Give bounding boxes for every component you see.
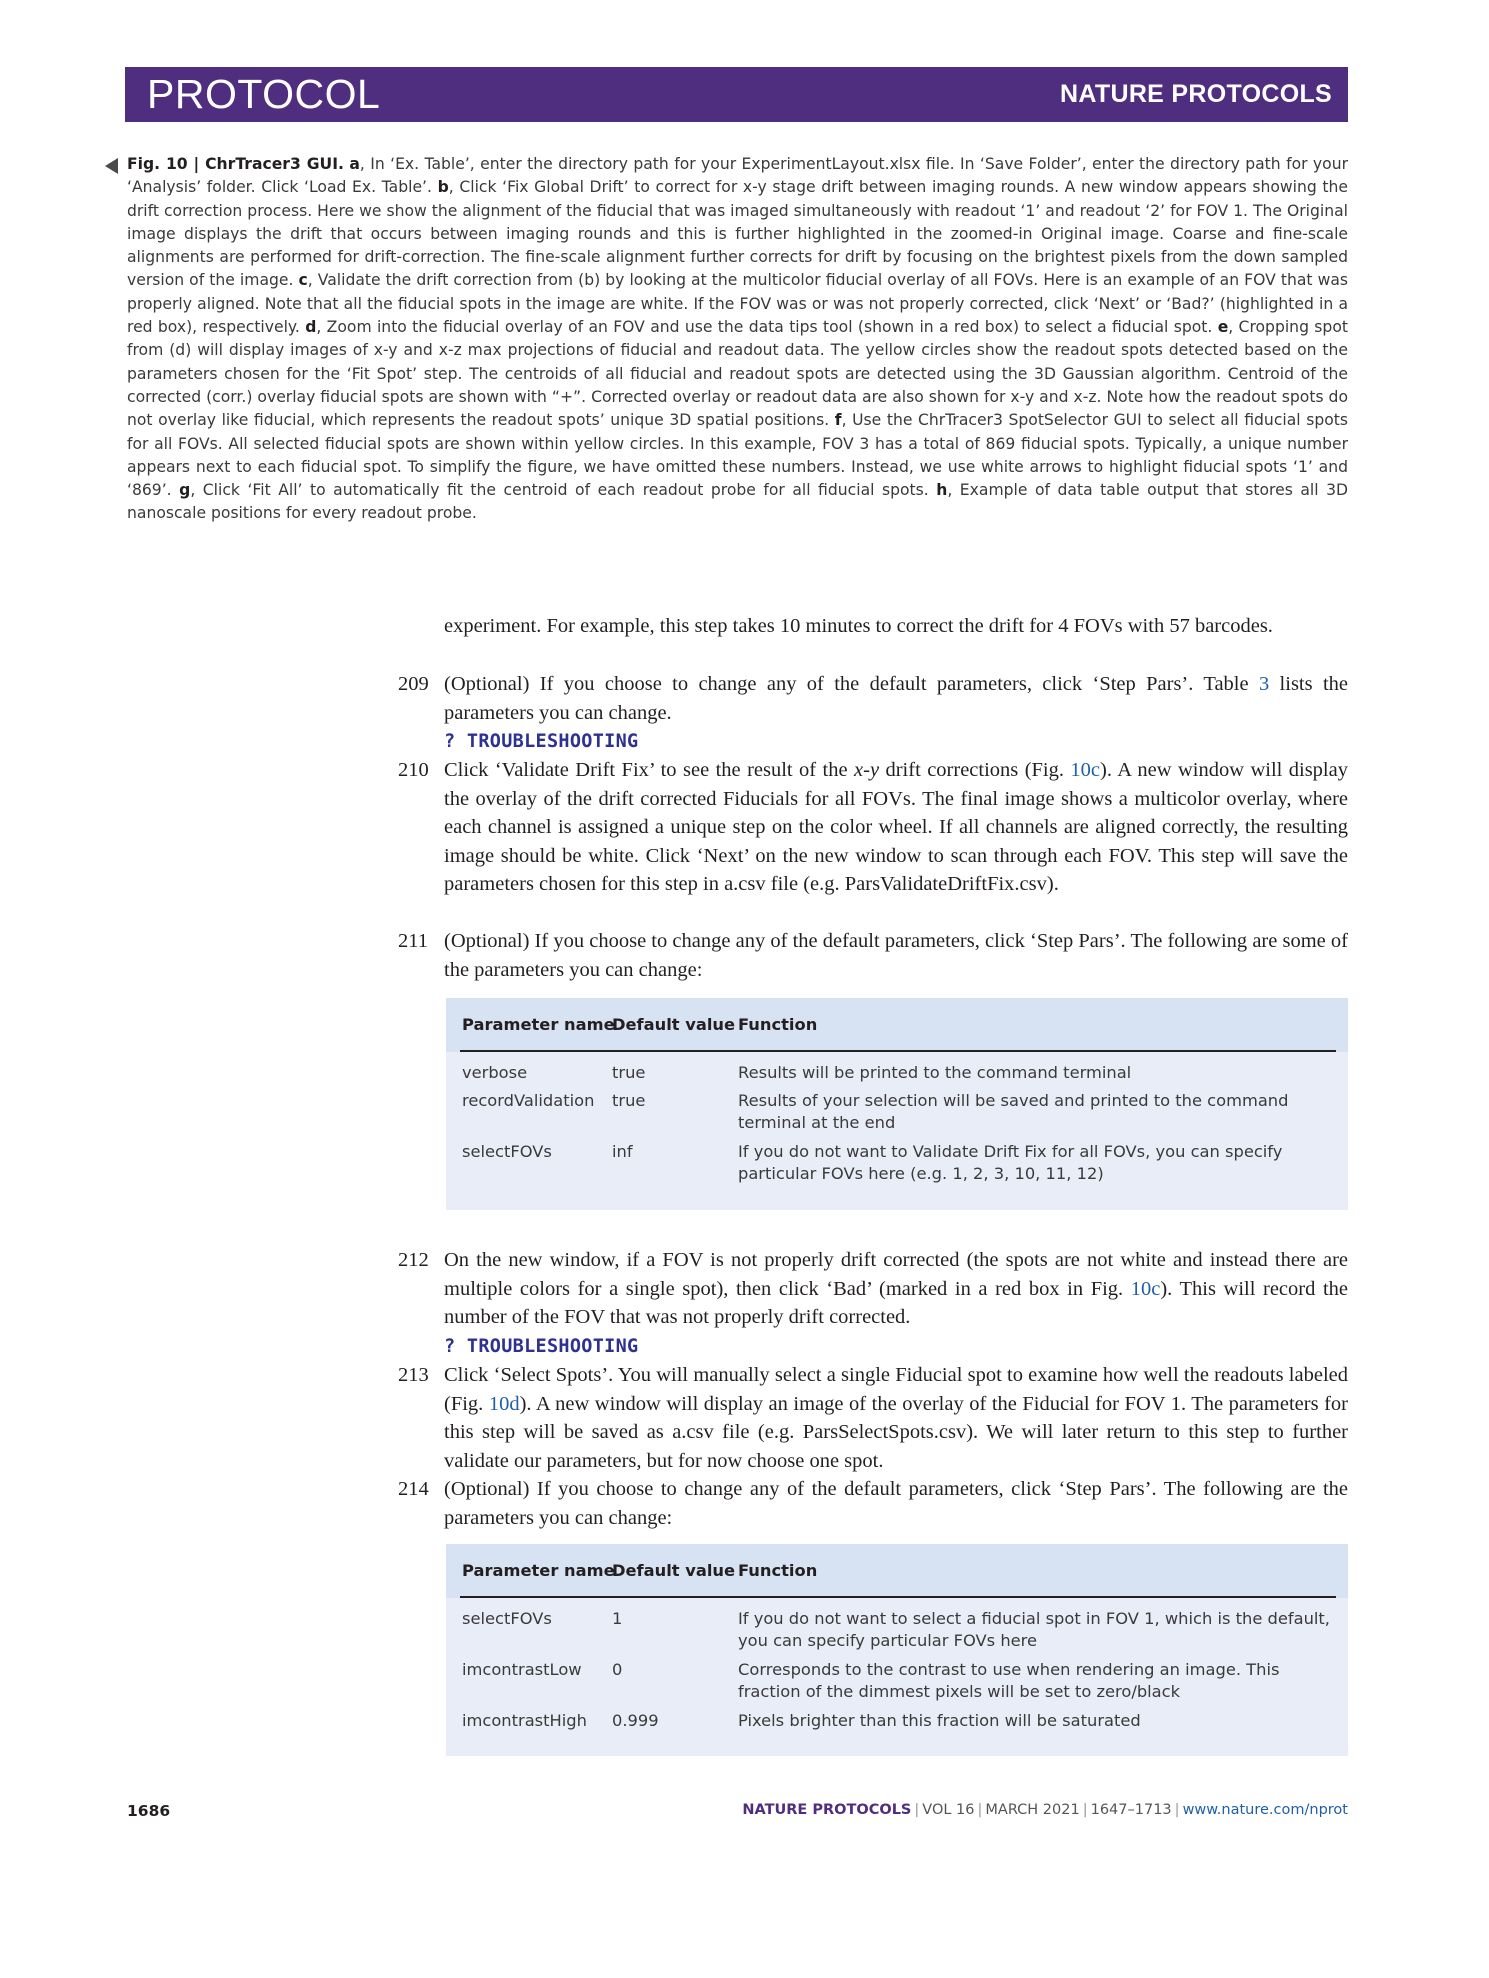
caption-panel-letter: b <box>437 178 449 197</box>
troubleshooting-link[interactable]: ? TROUBLESHOOTING <box>444 731 639 753</box>
table-rule <box>460 1596 1336 1598</box>
caption-panel-letter: a <box>349 155 360 173</box>
caption-panel-letter: f <box>834 411 842 430</box>
table-3-link[interactable]: 3 <box>1258 673 1270 695</box>
step-212: 212 On the new window, if a FOV is not properly drift corrected (the spots are not white and instead there are multiple colors for a single spot), then click ‘Bad’ (marked in a red box in Fig. 10c). This will record the number of the FOV that was not properly drift corrected. ? TROUBLESHOOTING <box>398 1249 1348 1357</box>
fig-10c-link[interactable]: 10c <box>1070 759 1101 781</box>
step-211: 211 (Optional) If you choose to change any of the default parameters, click ‘Step Pars’. The following are some of the parameters you can change: <box>398 930 1348 981</box>
step-213: 213 Click ‘Select Spots’. You will manually select a single Fiducial spot to examine how well the readouts labeled (Fig. 10d). A new window will display an image of the overlay of the Fiducial for FOV 1. The parameters for this step will be saved as a.csv file (e.g. ParsSelectSpots.csv). We will later return to this step to further validate our parameters, but for now choose one spot. <box>398 1364 1348 1472</box>
figure-caption <box>127 153 1348 526</box>
parameter-table-214: Parameter name Default value Function selectFOVs 1 If you do not want to select a fiducial spot in FOV 1, which is the default, you can specify particular FOVs here imcontrastLow 0 Corresponds to the contrast to use when rendering an image. This fraction of the dimmest pixels will be set to zero/black imcontrastHigh 0.999 Pixels brighter than this fraction will be saturated <box>446 1544 1348 1756</box>
caption-label: Fig. 10 | ChrTracer3 GUI. <box>127 155 344 173</box>
journal-name: NATURE PROTOCOLS <box>1060 80 1332 108</box>
footer-citation: NATURE PROTOCOLS | VOL 16 | MARCH 2021 | 1647–1713 | www.nature.com/nprot <box>742 1802 1348 1818</box>
fig-10c-link-2[interactable]: 10c <box>1130 1277 1161 1300</box>
parameter-table-211: Parameter name Default value Function verbose true Results will be printed to the command terminal recordValidation true Results of your selection will be saved and printed to the command terminal at the end selectFOVs inf If you do not want to Validate Drift Fix for all FOVs, you can specify particular FOVs here (e.g. 1, 2, 3, 10, 11, 12) <box>446 998 1348 1210</box>
table-rule <box>460 1050 1336 1052</box>
header-bar <box>125 67 1348 122</box>
fig-10d-link[interactable]: 10d <box>488 1392 520 1415</box>
journal-url-link[interactable]: www.nature.com/nprot <box>1182 1802 1348 1818</box>
table-header: Parameter name Default value Function <box>446 1544 1348 1598</box>
caption-body: a, In ‘Ex. Table’, enter the directory path for your ExperimentLayout.xlsx file. In ‘Save Folder’, enter the directory path for your ‘Analysis’ folder. Click ‘Load Ex. Table’. b, Click ‘Fix Global Drift’ to correct for x-y stage drift between imaging rounds. A new window appears showing the drift correction process. Here we show the alignment of the fiducial that was imaged simultaneously with readout ‘1’ and readout ‘2’ for FOV 1. The Original image displays the drift that occurs between imaging rounds and this is further highlighted in the zoomed-in Original image. Coarse and fine-scale alignments are performed for drift-correction. The fine-scale alignment further corrects for drift by focusing on the brightest pixels from the down sampled version of the image. c, Validate the drift correction from (b) by looking at the multicolor fiducial overlay of all FOVs. Here is an example of an FOV that was properly aligned. Note that all the fiducial spots in the image are white. If the FOV was or was not properly corrected, click ‘Next’ or ‘Bad?’ (highlighted in a red box), respectively. d, Zoom into the fiducial overlay of an FOV and use the data tips tool (shown in a red box) to select a fiducial spot. e, Cropping spot from (d) will display images of x-y and x-z max projections of fiducial and readout data. The yellow circles show the readout spots detected based on the parameters chosen for the ‘Fit Spot’ step. The centroids of all fiducial and readout spots are detected using the 3D Gaussian algorithm. Centroid of the corrected (corr.) overlay fiducial spots are shown with “+”. Corrected overlay or readout data are also shown for x-y and x-z. Note how the readout spots do not overlay like fiducial, which represents the readout spots’ unique 3D spatial positions. f, Use the ChrTracer3 SpotSelector GUI to select all fiducial spots for all FOVs. All selected fiducial spots are shown within yellow circles. In this example, FOV 3 has a total of 869 fiducial spots. Typically, a unique number appears next to each fiducial spot. To simplify the figure, we have omitted these numbers. Instead, we use white arrows to highlight fiducial spots ‘1’ and ‘869’. g, Click ‘Fit All’ to automatically fit the centroid of each readout probe for all fiducial spots. h, Example of data table output that stores all 3D nanoscale positions for every readout probe. <box>127 155 1349 523</box>
caption-panel-letter: c <box>298 271 308 290</box>
step-209: 209 (Optional) If you choose to change any of the default parameters, click ‘Step Pars’. Table 3 lists the parameters you can change. ? TROUBLESHOOTING <box>398 673 1348 753</box>
step-210: 210 Click ‘Validate Drift Fix’ to see the result of the x-y drift corrections (Fig. 10c). A new window will display the overlay of the drift corrected Fiducials for all FOVs. The final image shows a multicolor overlay, where each channel is assigned a unique step on the color wheel. If all channels are aligned correctly, the resulting image should be white. Click ‘Next’ on the new window to scan through each FOV. This step will save the parameters chosen for this step in a.csv file (e.g. ParsValidateDriftFix.csv). <box>398 759 1348 896</box>
table-header: Parameter name Default value Function <box>446 998 1348 1052</box>
back-arrow-icon[interactable] <box>105 158 118 174</box>
caption-panel-letter: g <box>179 481 191 500</box>
step-214: 214 (Optional) If you choose to change any of the default parameters, click ‘Step Pars’. The following are the parameters you can change: <box>398 1478 1348 1529</box>
section-title: PROTOCOL <box>147 71 381 117</box>
caption-panel-letter: d <box>305 318 317 337</box>
step-continuation: experiment. For example, this step takes 10 minutes to correct the drift for 4 FOVs with 57 barcodes. <box>444 615 1273 637</box>
caption-panel-letter: h <box>936 481 948 500</box>
page-number: 1686 <box>127 1802 171 1820</box>
troubleshooting-link-2[interactable]: ? TROUBLESHOOTING <box>444 1335 639 1357</box>
caption-panel-letter: e <box>1217 318 1229 337</box>
